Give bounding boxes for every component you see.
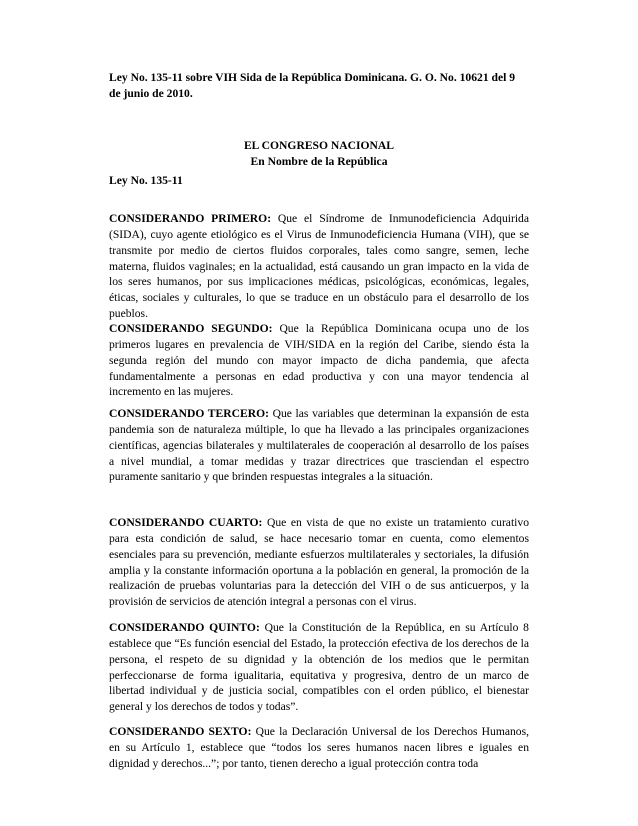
considerando-label: CONSIDERANDO PRIMERO: — [109, 212, 272, 225]
considerando-text: Que en vista de que no existe un tratamiento curativo para esta condición de salud, se hace necesario tomar en cuenta, como elementos esenciales para su prevención, mediante esfuerzos multilaterales y sectoriales, la difusión amplia y la constante información oportuna a la población en general, la promoción de la realización de pruebas voluntarias para la detección del VIH o de sus anticuerpos, y la provisión de servicios de atención integral a personas con el virus. — [109, 516, 529, 609]
issuer-heading: EL CONGRESO NACIONAL — [243, 139, 395, 152]
considerando-segundo — [109, 321, 529, 400]
considerando-label: CONSIDERANDO SEGUNDO: — [109, 322, 273, 335]
considerando-text: Que las variables que determinan la expansión de esta pandemia son de naturaleza múltiple, lo que ha llevado a las principales organizaciones científicas, agencias bilaterales y multilaterales de cooperación al desarrollo de los países a nivel mundial, a tomar medidas y trazar directrices que trasciendan el espectro puramente sanitario y que brinden respuestas integrales a la situación. — [109, 407, 529, 484]
considerando-label: CONSIDERANDO SEXTO: — [109, 725, 252, 738]
document-title: Ley No. 135-11 sobre VIH Sida de la República Dominicana. G. O. No. 10621 del 9 de junio de 2010. — [109, 71, 516, 100]
considerando-label: CONSIDERANDO CUARTO: — [109, 516, 263, 529]
considerando-sexto — [109, 724, 529, 772]
considerando-quinto — [109, 620, 529, 715]
considerando-text: Que la Declaración Universal de los Derechos Humanos, en su Artículo 1, establece que “todos los seres humanos nacen libres e iguales en dignidad y derechos...”; por tanto, tienen derecho a igual protección contra toda — [109, 725, 529, 770]
law-number: Ley No. 135-11 — [109, 174, 183, 187]
considerando-text: Que el Síndrome de Inmunodeficiencia Adquirida (SIDA), cuyo agente etiológico es el Virus de Inmunodeficiencia Humana (VIH), que se transmite por medio de ciertos fluidos corporales, tales como sangre, semen, leche materna, fluidos vaginales; en la actualidad, está causando un gran impacto en la vida de los seres humanos, por sus implicaciones médicas, psicológicas, económicas, legales, éticas, sociales y culturales, lo que se traduce en un obstáculo para el desarrollo de los pueblos. — [109, 212, 529, 321]
considerando-cuarto — [109, 515, 529, 610]
considerando-label: CONSIDERANDO TERCERO: — [109, 407, 269, 420]
considerando-label: CONSIDERANDO QUINTO: — [109, 621, 260, 634]
considerando-text: Que la Constitución de la República, en su Artículo 8 establece que “Es función esencial del Estado, la protección efectiva de los derechos de la persona, el respeto de su dignidad y la obtención de los medios que le permitan perfeccionarse de forma igualitaria, equitativa y progresiva, dentro de un marco de libertad individual y de justicia social, compatibles con el orden público, el bienestar general y los derechos de todos y todas”. — [109, 621, 529, 714]
considerando-text: Que la República Dominicana ocupa uno de los primeros lugares en prevalencia de VIH/SIDA en la región del Caribe, siendo ésta la segunda región del mundo con mayor impacto de dicha pandemia, que afecta fundamentalmente a personas en edad productiva y con una mayor tendencia al incremento en las mujeres. — [109, 322, 529, 399]
issuer-subheading: En Nombre de la República — [250, 154, 388, 168]
considerando-primero — [109, 211, 529, 322]
issuer-block — [109, 138, 529, 170]
considerando-tercero — [109, 406, 529, 485]
